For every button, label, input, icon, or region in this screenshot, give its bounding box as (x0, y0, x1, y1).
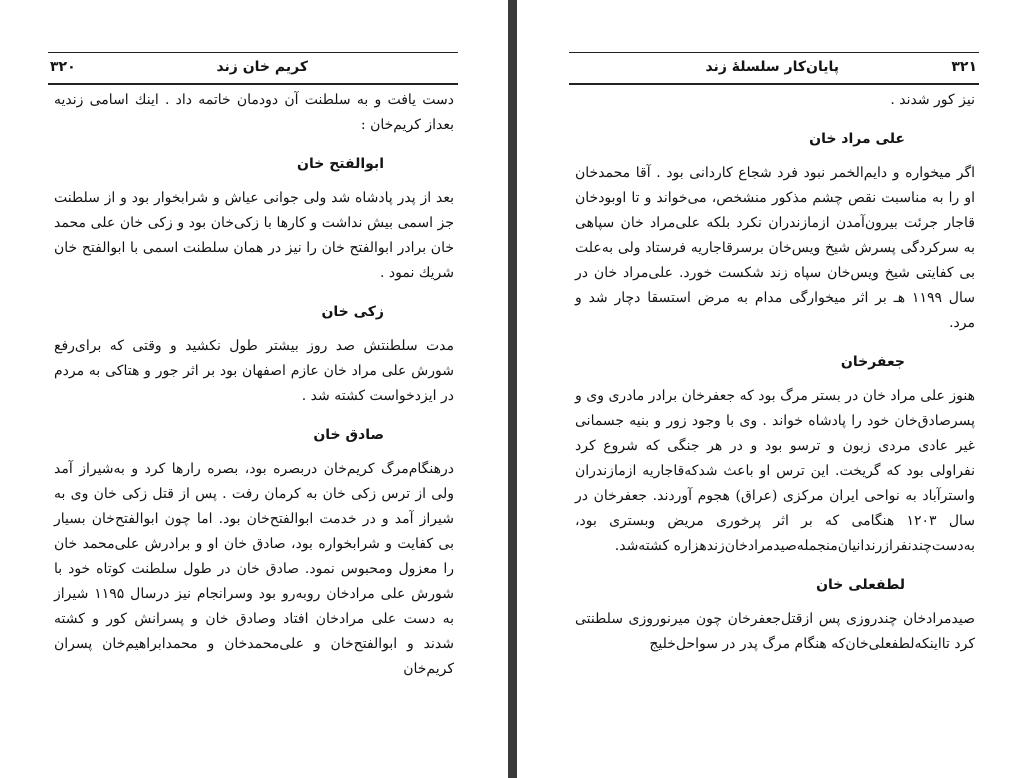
section-text-abolfath-khan: بعد از پدر پادشاه شد ولی جوانی عياش و شرابخوار بود و از سلطنت جز اسمی بيش نداشت و كارها با زكی‌خان بود و زكی خان علی محمد خان برادر ابوالفتح خان را نيز در همان سلطنت اسمی با ابوالفتح خان شريك نمود . (54, 190, 454, 281)
section-text-sadeq-khan: درهنگام‌مرگ كريم‌خان دربصره بود، بصره رارها كرد و به‌شيراز آمد ولی از ترس زكی خان به كرمان رفت . پس از قتل زكی خان وی به شيراز آمد و در خدمت ابوالفتح‌خان بود. اما چون ابوالفتح‌خان بسيار بی كفايت و شرابخواره بود، صادق خان او و برادرش علی‌محمد خان را معزول ومحبوس نمود. صادق خان در طول سلطنت كوتاه خود با شورش علی مرادخان روبه‌رو بود وسرانجام نيز درسال ۱۱۹۵ شيراز به دست علی مرادخان افتاد وصادق خان و پسرانش كور و كشته شدند و ابوالفتح‌خان و علی‌محمدخان و محمدابراهيم‌خان پسران كريم‌خان (54, 461, 454, 677)
right-page-number: ۳۲۱ (951, 59, 977, 75)
left-intro-paragraph: دست يافت و به سلطنت آن دودمان خاتمه داد . اينك اسامی زنديه بعداز كريم‌خان : (54, 92, 454, 133)
section-text-jafar-khan: هنوز علی مراد خان در بستر مرگ بود كه جعفرخان برادر مادری وی و پسرصادق‌خان خود را پادشاه خواند . وی با وجود زور و بنيه جسمانی غير عادی مردی زبون و ترسو بود و در هر جنگی كه شروع كرد نفراولی بود كه گريخت. اين ترس او باعث شدكه‌قاجاريه ازمازندران واسترآباد به نواحی ايران مركزی (عراق) هجوم آوردند. جعفرخان در سال ۱۲۰۳ هنگامی كه بر اثر پرخوری مريض وبستری بود، به‌دست‌چندنفرازرندانيان‌منجمله‌صيدمرادخان‌زندهزاره كشته‌شد. (575, 388, 975, 554)
right-page (517, 0, 1024, 778)
book-spine (508, 0, 517, 778)
section-text-alimorad-khan: اگر ميخواره و دايم‌الخمر نبود فرد شجاع كاردانی بود . آقا محمدخان او را به مناسبت نقص چشم مذكور منشخص، می‌خواند و تا اوبودخان قاجار جرئت بيرون‌آمدن ازمازندران نكرد بلكه علی‌مراد خان سپاهی به سركردگی پسرش شيخ ويس‌خان برسرقاجاريه فرستاد ولی به‌علت بی كفايتی شيخ ويس‌خان سپاه زند شكست خورد. علی‌مراد خان در سال ۱۱۹۹ هـ بر اثر ميخوارگی مدام به مرض استسقا دچار شد و مرد. (575, 165, 975, 331)
section-heading-alimorad-khan: علی مراد خان (809, 131, 905, 147)
left-page-number: ۳۲۰ (50, 59, 76, 75)
left-running-header (48, 52, 458, 85)
section-heading-lotfali-khan: لطفعلی خان (816, 577, 905, 593)
left-page (0, 0, 508, 778)
section-heading-zaki-khan: زكی خان (321, 304, 384, 320)
section-heading-jafar-khan: جعفرخان (840, 354, 905, 370)
left-header-title: كريم خان زند (216, 59, 308, 75)
right-header-title: پايان‌كار سلسلهٔ زند (705, 59, 839, 75)
right-intro-paragraph: نيز كور شدند . (890, 92, 975, 108)
right-running-header (569, 52, 979, 85)
left-page-body (54, 88, 454, 682)
section-text-lotfali-khan: صيدمرادخان چندروزی پس ازقتل‌جعفرخان چون ميرنوروزی سلطنتی كرد تااينكه‌لطفعلی‌خان‌كه هنگام مرگ پدر در سواحل‌خليج (575, 611, 975, 652)
section-text-zaki-khan: مدت سلطنتش صد روز بيشتر طول نكشيد و وقتی كه برای‌رفع شورش علی مراد خان عازم اصفهان بود بر اثر جور و هتاكی به مردم در ايزدخواست كشته شد . (54, 338, 454, 404)
section-heading-sadeq-khan: صادق خان (313, 427, 384, 443)
section-heading-abolfath-khan: ابوالفتح خان (297, 156, 384, 172)
right-page-body (575, 88, 975, 657)
